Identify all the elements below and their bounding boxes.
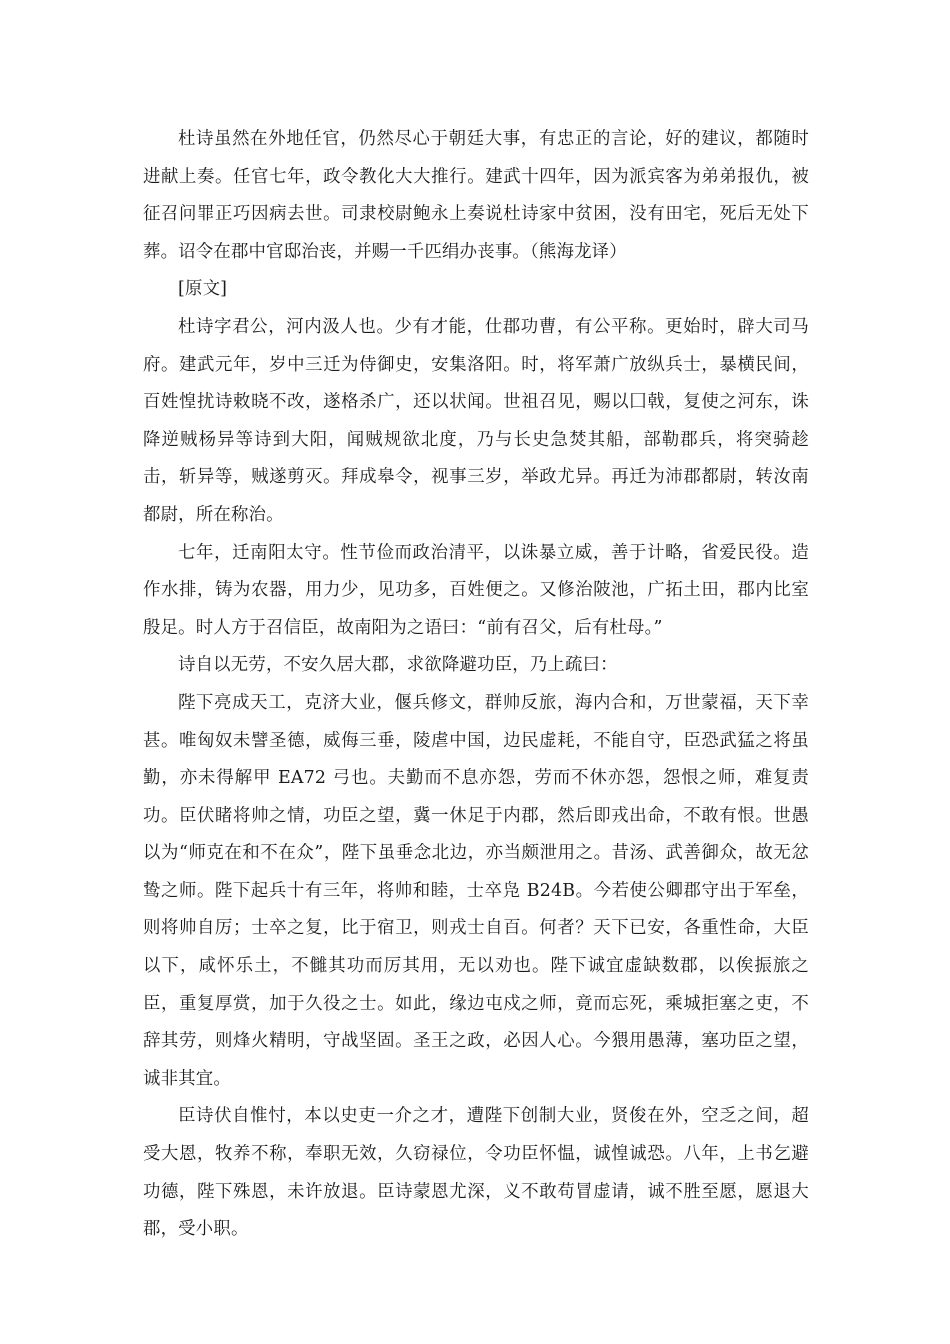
paragraph-original-3: 诗自以无劳，不安久居大郡，求欲降避功臣，乃上疏曰： xyxy=(178,655,618,676)
document-body xyxy=(143,121,809,1249)
paragraph-memorial-2: 臣诗伏自惟忖，本以史吏一介之才，遭陛下创制大业，贤俊在外，空乏之间，超受大恩，牧养不称，奉职无效，久窃禄位，令功臣怀愠，诚惶诚恐。八年，上书乞避功德，陛下殊恩，未许放退。臣诗蒙恩尤深，义不敢苟冒虚请，诚不胜至愿，愿退大郡，受小职。 xyxy=(143,1106,809,1240)
paragraph-memorial-1: 陛下亮成天工，克济大业，偃兵修文，群帅反旅，海内合和，万世蒙福，天下幸甚。唯匈奴未譬圣德，威侮三垂，陵虐中国，边民虚耗，不能自守，臣恐武猛之将虽勤，亦未得解甲 EA72 弓也。夫勤而不息亦怨，劳而不休亦怨，怨恨之师，难复责功。臣伏睹将帅之情，功臣之望，冀一休足于内郡，然后即戎出命，不敢有恨。世愚以为“师克在和不在众”，陛下虽垂念北边，亦当颇泄用之。昔汤、武善御众，故无忿鸷之师。陛下起兵十有三年，将帅和睦，士卒凫 B24B。今若使公卿郡守出于军垒，则将帅自厉；士卒之复，比于宿卫，则戎士自百。何者？天下已安，各重性命，大臣以下，咸怀乐土，不雠其功而厉其用，无以劝也。陛下诚宜虚缺数郡，以俟振旅之臣，重复厚赏，加于久役之士。如此，缘边屯戍之师，竟而忘死，乘城拒塞之吏，不辞其劳，则烽火精明，守战坚固。圣王之政，必因人心。今猥用愚薄，塞功臣之望，诚非其宜。 xyxy=(143,692,809,1089)
paragraph-original-2: 七年，迁南阳太守。性节俭而政治清平，以诛暴立威，善于计略，省爱民役。造作水排，铸为农器，用力少，见功多，百姓便之。又修治陂池，广拓土田，郡内比室殷足。时人方于召信臣，故南阳为之语曰：“前有召父，后有杜母。” xyxy=(143,542,809,638)
section-label-original-text: [原文] xyxy=(178,279,228,300)
paragraph-translation-end: 杜诗虽然在外地任官，仍然尽心于朝廷大事，有忠正的言论，好的建议，都随时进献上奏。任官七年，政令教化大大推行。建武十四年，因为派宾客为弟弟报仇，被征召问罪正巧因病去世。司隶校尉鲍永上奏说杜诗家中贫困，没有田宅，死后无处下葬。诏令在郡中官邸治丧，并赐一千匹绢办丧事。（熊海龙译） xyxy=(143,129,809,262)
paragraph-original-1: 杜诗字君公，河内汲人也。少有才能，仕郡功曹，有公平称。更始时，辟大司马府。建武元年，岁中三迁为侍御史，安集洛阳。时，将军萧广放纵兵士，暴横民间，百姓惶扰诗敕晓不改，遂格杀广，还以状闻。世祖召见，赐以囗戟，复使之河东，诛降逆贼杨异等诗到大阳，闻贼规欲北度，乃与长史急焚其船，部勒郡兵，将突骑趁击，斩异等，贼遂剪灭。拜成皋令，视事三岁，举政尤异。再迁为沛郡都尉，转汝南都尉，所在称治。 xyxy=(143,316,809,525)
